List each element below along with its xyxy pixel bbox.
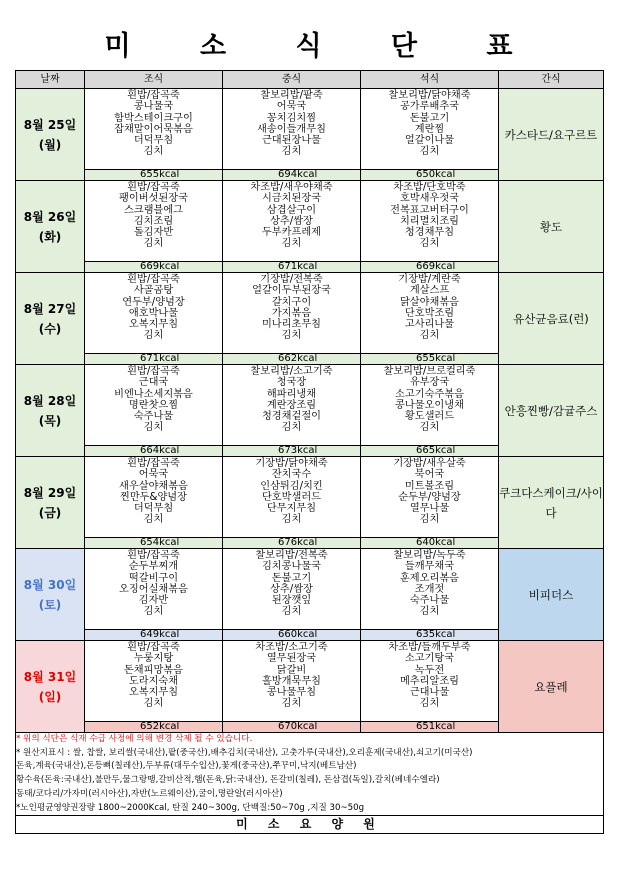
day-row — [16, 181, 604, 273]
menu-item: 흰밥/잡곡죽 — [127, 90, 180, 101]
breakfast-items — [85, 89, 222, 169]
header-breakfast: 조식 — [85, 71, 223, 89]
date-label: 8월 25일 — [23, 117, 77, 132]
menu-item: 가지볶음 — [271, 307, 312, 319]
origin-line: * 원산지표시 : 쌀, 찹쌀, 보리쌀(국내산),팥(중국산),배추김치(국내산), 고춧가루(국내산),오리훈제(국내산),쇠고기(미국산) — [16, 747, 473, 758]
menu-item: 찰보리밥/닭야채죽 — [388, 90, 471, 101]
header-date: 날짜 — [16, 71, 85, 89]
menu-item: 새우살야채볶음 — [119, 480, 188, 492]
menu-item: 근대국 — [138, 377, 169, 389]
lunch-items — [223, 641, 360, 721]
menu-item: 돈채피망볶음 — [123, 664, 184, 676]
menu-item: 사골곰탕 — [133, 285, 174, 297]
dinner-items — [361, 181, 498, 261]
menu-item: 호박새우젓국 — [399, 193, 460, 205]
page-title: 미 소 식 단 표 — [104, 31, 543, 62]
lunch-kcal: 671kcal — [223, 261, 360, 272]
date-cell — [16, 181, 85, 273]
menu-item: 김치 — [281, 146, 302, 158]
menu-item: 북어국 — [414, 469, 445, 481]
breakfast-items — [85, 549, 222, 629]
lunch-kcal: 694kcal — [223, 169, 360, 180]
menu-item: 전복표고버터구이 — [390, 204, 469, 216]
lunch-cell — [223, 549, 361, 641]
date-label: 8월 30일 — [23, 577, 77, 592]
header-lunch: 중식 — [223, 71, 361, 89]
lunch-cell — [223, 89, 361, 181]
day-row — [16, 641, 604, 733]
lunch-cell — [223, 273, 361, 365]
menu-item: 연두부/양념장 — [122, 296, 185, 308]
breakfast-kcal: 671kcal — [85, 353, 222, 364]
menu-item: 김치 — [143, 698, 164, 710]
menu-item: 계란찜 — [414, 123, 445, 135]
menu-item: 찰보리밥/브로컬리죽 — [383, 366, 476, 377]
menu-item: 단호박조림 — [404, 307, 455, 319]
weekday-label: (월) — [38, 137, 62, 152]
change-notice: * 위의 식단은 식재 수급 사정에 의해 변경 삭제 될 수 있습니다. — [16, 734, 253, 744]
lunch-kcal: 662kcal — [223, 353, 360, 364]
menu-item: 삼겹살구이 — [266, 204, 317, 216]
menu-item: 얼갈이나물 — [404, 135, 455, 147]
dinner-kcal: 665kcal — [361, 445, 498, 456]
menu-item: 찰보리밥/팥죽 — [260, 90, 323, 101]
menu-item: 김치 — [281, 606, 302, 618]
menu-item: 함박스테이크구이 — [114, 112, 193, 124]
date-label: 8월 28일 — [23, 393, 77, 408]
menu-item: 어묵국 — [276, 101, 307, 113]
menu-item: 찰보리밥/소고기죽 — [250, 366, 333, 377]
dinner-cell — [361, 365, 499, 457]
menu-item: 차조밥/단호박죽 — [393, 182, 466, 193]
snack-cell: 황도 — [499, 181, 604, 273]
menu-item: 계란장조림 — [266, 399, 317, 411]
menu-item: 단호박샐러드 — [261, 491, 322, 503]
breakfast-cell — [85, 89, 223, 181]
menu-item: 흰밥/잡곡죽 — [127, 182, 180, 193]
menu-item: 소고기숙주볶음 — [395, 388, 464, 400]
menu-item: 공가루배추국 — [399, 101, 460, 113]
menu-item: 닭살야채볶음 — [399, 296, 460, 308]
menu-item: 꽁치김치찜 — [266, 112, 317, 124]
breakfast-cell — [85, 641, 223, 733]
date-cell — [16, 273, 85, 365]
breakfast-cell — [85, 181, 223, 273]
dinner-cell — [361, 549, 499, 641]
dinner-items — [361, 457, 498, 537]
menu-item: 상추/쌈장 — [270, 583, 313, 595]
breakfast-cell — [85, 549, 223, 641]
dinner-cell — [361, 273, 499, 365]
menu-item: 치리멸치조림 — [399, 215, 460, 227]
menu-item: 닭갈비 — [276, 664, 307, 676]
menu-item: 소고기탕국 — [404, 653, 455, 665]
menu-item: 청국장 — [276, 377, 307, 389]
breakfast-kcal: 654kcal — [85, 537, 222, 548]
breakfast-kcal: 649kcal — [85, 629, 222, 640]
date-cell — [16, 457, 85, 549]
menu-item: 김치 — [143, 514, 164, 526]
menu-item: 기장밥/전복죽 — [260, 274, 323, 285]
menu-item: 새송이들개무침 — [257, 123, 326, 135]
menu-item: 유부장국 — [409, 377, 450, 389]
weekday-label: (일) — [38, 689, 62, 704]
notes-section — [16, 733, 604, 816]
menu-item: 김치조림 — [133, 215, 174, 227]
date-label: 8월 31일 — [23, 669, 77, 684]
menu-item: 찰보리밥/전복죽 — [255, 550, 328, 561]
dinner-cell — [361, 181, 499, 273]
lunch-items — [223, 89, 360, 169]
dinner-cell — [361, 641, 499, 733]
menu-item: 홀방개묵무침 — [261, 675, 322, 687]
menu-item: 오징어실채볶음 — [119, 583, 188, 595]
menu-item: 김치 — [419, 238, 440, 250]
menu-item: 김치 — [419, 422, 440, 434]
menu-item: 조개젓 — [414, 583, 445, 595]
origin-line: 황수육(돈육:국내산),불만두,물그랑땡,갈비산적,햄(돈육,닭:국내산), 돈갈비(칠레), 돈삼겹(독일),갈치(베네수엘라) — [16, 775, 440, 786]
menu-item: 콩나물국 — [133, 101, 174, 113]
date-cell — [16, 365, 85, 457]
menu-item: 순두부/양념장 — [398, 491, 461, 503]
snack-cell: 쿠크다스케이크/사이다 — [499, 457, 604, 549]
breakfast-items — [85, 641, 222, 721]
facility-name: 미 소 요 양 원 — [16, 816, 604, 834]
header-snack: 간식 — [499, 71, 604, 89]
menu-table — [15, 70, 604, 834]
origin-line: 돈육,계육(국내산),돈등뼈(칠레산),두부류(대두수입산),꽃게(중국산),쭈꾸미,낙지(베트남산) — [16, 761, 357, 772]
weekday-label: (화) — [38, 229, 62, 244]
menu-item: 김치 — [143, 330, 164, 342]
lunch-items — [223, 549, 360, 629]
header-dinner: 석식 — [361, 71, 499, 89]
menu-item: 흰밥/잡곡죽 — [127, 366, 180, 377]
menu-item: 김치 — [419, 606, 440, 618]
lunch-items — [223, 365, 360, 445]
menu-item: 김자반 — [138, 595, 169, 607]
menu-item: 김치 — [281, 422, 302, 434]
lunch-kcal: 673kcal — [223, 445, 360, 456]
breakfast-items — [85, 273, 222, 353]
menu-item: 숙주나물 — [133, 411, 174, 423]
date-cell — [16, 549, 85, 641]
menu-item: 차조밥/새우야채죽 — [250, 182, 333, 193]
menu-item: 숙주나물 — [409, 595, 450, 607]
menu-item: 콩나물오이냉채 — [395, 399, 464, 411]
menu-item: 김치 — [143, 146, 164, 158]
dinner-kcal: 650kcal — [361, 169, 498, 180]
date-label: 8월 27일 — [23, 301, 77, 316]
day-row — [16, 457, 604, 549]
lunch-kcal: 670kcal — [223, 721, 360, 732]
weekday-label: (목) — [38, 413, 62, 428]
menu-item: 흰밥/잡곡죽 — [127, 642, 180, 653]
menu-item: 누룽지탕 — [133, 653, 174, 665]
menu-item: 기장밥/닭야채죽 — [255, 458, 328, 469]
snack-cell: 요플레 — [499, 641, 604, 733]
date-cell — [16, 641, 85, 733]
day-row — [16, 549, 604, 641]
lunch-cell — [223, 181, 361, 273]
menu-item: 김치 — [281, 330, 302, 342]
menu-item: 기장밥/새우살죽 — [393, 458, 466, 469]
menu-item: 청경채무침 — [404, 227, 455, 239]
menu-item: 열무나물 — [409, 503, 450, 515]
menu-item: 차조밥/들깨두부죽 — [388, 642, 471, 653]
menu-item: 어묵국 — [138, 469, 169, 481]
menu-body — [16, 89, 604, 733]
menu-item: 김치콩나물국 — [261, 561, 322, 573]
lunch-cell — [223, 457, 361, 549]
menu-item: 단무지무침 — [266, 503, 317, 515]
menu-item: 열무된장국 — [266, 653, 317, 665]
menu-item: 떡갈비구이 — [128, 572, 179, 584]
snack-cell: 카스타드/요구르트 — [499, 89, 604, 181]
menu-item: 찐만두&양념장 — [120, 491, 187, 503]
menu-item: 찰보리밥/녹두죽 — [393, 550, 466, 561]
day-row — [16, 365, 604, 457]
weekday-label: (수) — [38, 321, 62, 336]
menu-item: 명란찻으찜 — [128, 399, 179, 411]
dinner-kcal: 635kcal — [361, 629, 498, 640]
nutrition-guideline: *노인평균영양권장량 1800~2000Kcal, 탄질 240~300g, 단백질:50~70g ,지질 30~50g — [16, 802, 365, 813]
menu-item: 녹두전 — [414, 664, 445, 676]
menu-item: 얼갈이두부된장국 — [252, 285, 331, 297]
breakfast-kcal: 652kcal — [85, 721, 222, 732]
menu-item: 청경채겉절이 — [261, 411, 322, 423]
lunch-kcal: 660kcal — [223, 629, 360, 640]
menu-item: 잡채말이어묵볶음 — [114, 123, 193, 135]
menu-item: 김치 — [143, 422, 164, 434]
menu-item: 비엔나소세지볶음 — [114, 388, 193, 400]
lunch-cell — [223, 365, 361, 457]
menu-item: 들깨무채국 — [404, 561, 455, 573]
menu-item: 해파리냉채 — [266, 388, 317, 400]
dinner-kcal: 655kcal — [361, 353, 498, 364]
menu-item: 김치 — [143, 606, 164, 618]
breakfast-kcal: 664kcal — [85, 445, 222, 456]
menu-item: 두부카프레제 — [261, 227, 322, 239]
origin-line: 동태/코다리/가자미(러시아산),자반(노르웨이산),굴이,명란알(러시아산) — [16, 788, 283, 799]
menu-item: 돈불고기 — [271, 572, 312, 584]
snack-cell: 유산균음료(런) — [499, 273, 604, 365]
dinner-kcal: 651kcal — [361, 721, 498, 732]
weekday-label: (금) — [38, 505, 62, 520]
menu-item: 인삼튀김/치킨 — [260, 480, 323, 492]
menu-item: 기장밥/계란죽 — [398, 274, 461, 285]
menu-item: 김치 — [419, 330, 440, 342]
menu-item: 흰밥/잡곡죽 — [127, 550, 180, 561]
menu-item: 콩나물무침 — [266, 687, 317, 699]
menu-item: 김치 — [281, 514, 302, 526]
menu-item: 애호박나물 — [128, 307, 179, 319]
breakfast-cell — [85, 273, 223, 365]
date-label: 8월 26일 — [23, 209, 77, 224]
dinner-cell — [361, 457, 499, 549]
lunch-cell — [223, 641, 361, 733]
menu-item: 스크램블에그 — [123, 204, 184, 216]
menu-item: 순두부찌개 — [128, 561, 179, 573]
menu-item: 더덕무침 — [133, 503, 174, 515]
menu-item: 근대된장나물 — [261, 135, 322, 147]
menu-item: 흰밥/잡곡죽 — [127, 458, 180, 469]
menu-item: 오복지무침 — [128, 319, 179, 331]
menu-item: 김치 — [281, 238, 302, 250]
breakfast-kcal: 669kcal — [85, 261, 222, 272]
menu-item: 김치 — [419, 514, 440, 526]
menu-item: 훈제오리볶음 — [399, 572, 460, 584]
dinner-items — [361, 365, 498, 445]
menu-item: 도라지숙채 — [128, 675, 179, 687]
day-row — [16, 273, 604, 365]
menu-item: 된장깻잎 — [271, 595, 312, 607]
breakfast-cell — [85, 457, 223, 549]
menu-item: 김치 — [419, 698, 440, 710]
dinner-items — [361, 549, 498, 629]
menu-item: 근대나물 — [409, 687, 450, 699]
menu-item: 상추/쌈장 — [270, 215, 313, 227]
menu-item: 돈불고기 — [409, 112, 450, 124]
dinner-items — [361, 641, 498, 721]
breakfast-kcal: 655kcal — [85, 169, 222, 180]
lunch-items — [223, 273, 360, 353]
breakfast-items — [85, 365, 222, 445]
dinner-kcal: 669kcal — [361, 261, 498, 272]
menu-item: 갈치구이 — [271, 296, 312, 308]
menu-item: 김치 — [281, 698, 302, 710]
lunch-items — [223, 181, 360, 261]
dinner-cell — [361, 89, 499, 181]
menu-item: 시금치된장국 — [261, 193, 322, 205]
menu-item: 미트볼조림 — [404, 480, 455, 492]
snack-cell: 비피더스 — [499, 549, 604, 641]
menu-item: 미나리초무침 — [261, 319, 322, 331]
breakfast-items — [85, 181, 222, 261]
dinner-items — [361, 273, 498, 353]
day-row — [16, 89, 604, 181]
menu-item: 메추리알조림 — [399, 675, 460, 687]
breakfast-items — [85, 457, 222, 537]
menu-item: 더덕무침 — [133, 135, 174, 147]
lunch-items — [223, 457, 360, 537]
dinner-items — [361, 89, 498, 169]
menu-item: 고사리나물 — [404, 319, 455, 331]
dinner-kcal: 640kcal — [361, 537, 498, 548]
snack-cell: 안흥찐빵/감귤주스 — [499, 365, 604, 457]
menu-item: 오복지무침 — [128, 687, 179, 699]
header-row — [16, 71, 604, 89]
menu-item: 김치 — [143, 238, 164, 250]
weekday-label: (토) — [38, 597, 62, 612]
menu-item: 황도샐러드 — [404, 411, 455, 423]
menu-item: 김치 — [419, 146, 440, 158]
menu-item: 게살스프 — [409, 285, 450, 297]
lunch-kcal: 676kcal — [223, 537, 360, 548]
menu-item: 흰밥/잡곡죽 — [127, 274, 180, 285]
breakfast-cell — [85, 365, 223, 457]
menu-item: 차조밥/소고기죽 — [255, 642, 328, 653]
menu-item: 돌김자반 — [133, 227, 174, 239]
menu-item: 잔치국수 — [271, 469, 312, 481]
date-label: 8월 29일 — [23, 485, 77, 500]
date-cell — [16, 89, 85, 181]
menu-item: 팽이버섯된장국 — [119, 193, 188, 205]
